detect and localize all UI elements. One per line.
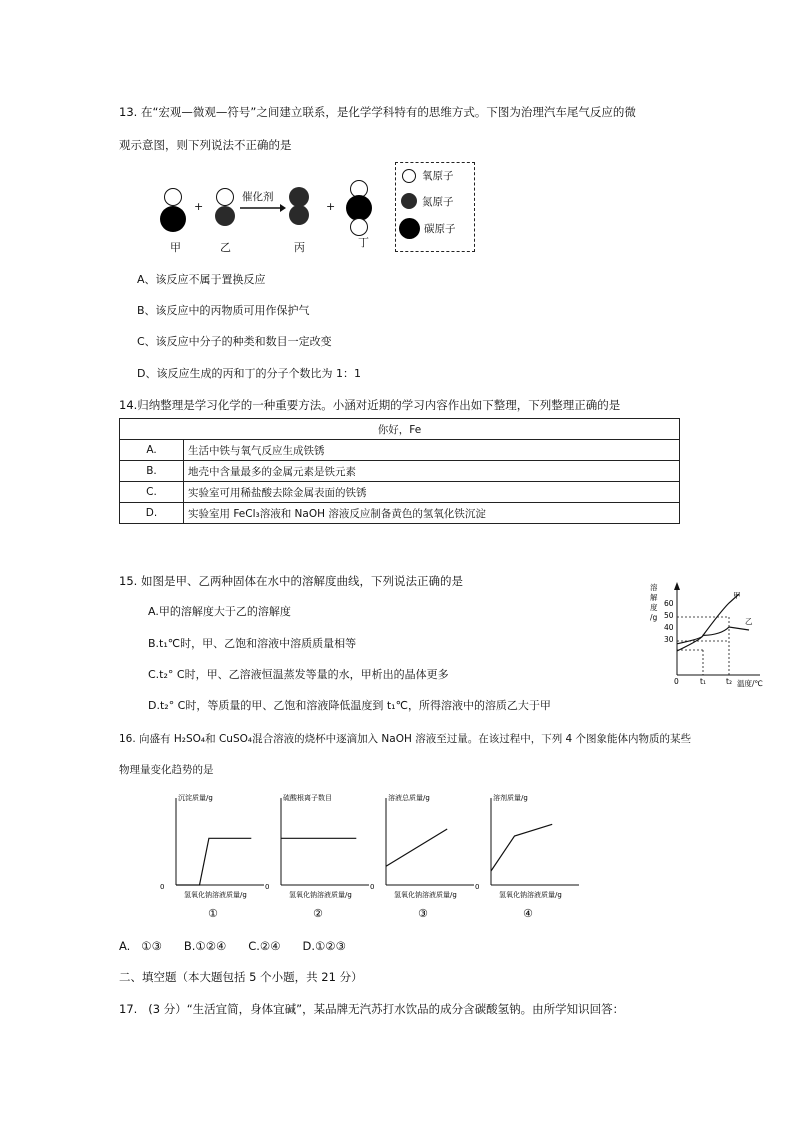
data-line	[386, 829, 447, 866]
series-yi-label: 乙	[745, 617, 753, 626]
nitrogen-legend-icon	[401, 193, 417, 209]
reaction-arrow-icon	[240, 204, 286, 212]
label-ding: 丁	[358, 236, 369, 249]
q15-option-b: B.t₁℃时，甲、乙饱和溶液中溶质质量相等	[148, 637, 357, 650]
table-row	[120, 461, 680, 482]
q16-stem-line1: 16. 向盛有 H₂SO₄和 CuSO₄混合溶液的烧杯中逐滴加入 NaOH 溶液至过量。在该过程中，下列 4 个图象能体内物质的某些	[119, 733, 692, 745]
q13-option-a: A、该反应不属于置换反应	[137, 273, 266, 286]
q15-option-d: D.t₂° C时，等质量的甲、乙饱和溶液降低温度到 t₁℃，所得溶液中的溶质乙大于甲	[148, 699, 551, 712]
y-axis-label: 硫酸根离子数目	[283, 794, 332, 802]
y-tick-label: 40	[664, 623, 674, 632]
table-row	[120, 440, 680, 461]
x-axis-label: 氢氧化钠溶液质量/g	[289, 891, 352, 899]
legend-oxygen: 氧原子	[422, 170, 454, 182]
table-header-row	[120, 419, 680, 440]
data-line	[491, 824, 552, 871]
q16-chart-3	[370, 790, 480, 920]
table-row	[120, 503, 680, 524]
oxygen-legend-icon	[402, 169, 416, 183]
oxygen-atom	[216, 188, 234, 206]
label-yi: 乙	[220, 241, 231, 254]
y-tick-label: 60	[664, 599, 674, 608]
nitrogen-atom	[289, 205, 309, 225]
x-axis-label: 温度/℃	[737, 679, 763, 688]
carbon-legend-icon	[399, 218, 420, 239]
table-row	[120, 482, 680, 503]
row-text: 地壳中含量最多的金属元素是铁元素	[184, 461, 680, 482]
series-jia-line	[677, 594, 739, 651]
q13-option-d: D、该反应生成的丙和丁的分子个数比为 1：1	[137, 367, 361, 380]
chart-number: ①	[208, 907, 218, 920]
x-tick-t2: t₂	[726, 677, 732, 686]
y-tick-label: 50	[664, 611, 674, 620]
q16-chart-2	[265, 790, 375, 920]
plus-sign: +	[194, 200, 204, 213]
q16-answer-options: A. ①③ B.①②④ C.②④ D.①②③	[119, 939, 346, 953]
q13-option-c: C、该反应中分子的种类和数目一定改变	[137, 335, 332, 348]
label-jia: 甲	[170, 241, 181, 254]
origin-label: 0	[475, 883, 480, 891]
origin-label: 0	[265, 883, 270, 891]
table-header: 你好，Fe	[120, 419, 680, 440]
catalyst-label: 催化剂	[242, 191, 274, 203]
y-axis-label: 沉淀质量/g	[178, 794, 213, 802]
q16-stem-line2: 物理量变化趋势的是	[119, 764, 214, 776]
solubility-chart	[645, 580, 775, 690]
y-tick-label: 30	[664, 635, 674, 644]
y-axis-label: 溶液总质量/g	[388, 794, 430, 802]
x-tick-t1: t₁	[700, 677, 706, 686]
q14-table	[119, 418, 680, 524]
chart-number: ④	[523, 907, 533, 920]
q15-option-c: C.t₂° C时，甲、乙溶液恒温蒸发等量的水，甲析出的晶体更多	[148, 668, 449, 681]
y-axis-label: 溶解度/g	[650, 583, 658, 622]
chart-number: ③	[418, 907, 428, 920]
plus-sign: +	[326, 200, 336, 213]
row-key: A.	[120, 440, 184, 461]
origin-label: 0	[160, 883, 165, 891]
carbon-atom	[160, 206, 186, 232]
x-axis-label: 氢氧化钠溶液质量/g	[184, 891, 247, 899]
atom-legend	[395, 162, 475, 252]
series-jia-label: 甲	[733, 591, 741, 600]
section-title: 二、填空题（本大题包括 5 个小题，共 21 分）	[119, 970, 363, 984]
x-axis-label: 氢氧化钠溶液质量/g	[499, 891, 562, 899]
q13-stem-line2: 观示意图，则下列说法不正确的是	[119, 138, 292, 152]
row-text: 实验室可用稀盐酸去除金属表面的铁锈	[184, 482, 680, 503]
y-arrow-icon	[674, 582, 680, 590]
q15-option-a: A.甲的溶解度大于乙的溶解度	[148, 605, 291, 618]
data-line	[176, 838, 251, 885]
row-text: 生活中铁与氧气反应生成铁锈	[184, 440, 680, 461]
row-key: B.	[120, 461, 184, 482]
q13-molecule-diagram	[150, 162, 480, 257]
q16-charts-row	[160, 790, 630, 920]
row-key: C.	[120, 482, 184, 503]
row-key: D.	[120, 503, 184, 524]
x-axis-label: 氢氧化钠溶液质量/g	[394, 891, 457, 899]
q16-chart-4	[475, 790, 585, 920]
legend-nitrogen: 氮原子	[422, 196, 454, 208]
q15-stem: 15. 如图是甲、乙两种固体在水中的溶解度曲线，下列说法正确的是	[119, 574, 463, 588]
oxygen-atom	[164, 188, 182, 206]
origin-label: 0	[370, 883, 375, 891]
q13-stem-line1: 13. 在“宏观—微观—符号”之间建立联系，是化学学科特有的思维方式。下图为治理汽车尾气反应的微	[119, 105, 636, 119]
legend-carbon: 碳原子	[424, 223, 456, 235]
label-bing: 丙	[294, 241, 305, 254]
nitrogen-atom	[215, 206, 235, 226]
chart-number: ②	[313, 907, 323, 920]
nitrogen-atom	[289, 187, 309, 207]
x-tick-0: 0	[674, 677, 679, 686]
q13-option-b: B、该反应中的丙物质可用作保护气	[137, 304, 310, 317]
q14-stem: 14.归纳整理是学习化学的一种重要方法。小涵对近期的学习内容作出如下整理，下列整理正确的是	[119, 398, 621, 412]
q17-stem: 17. (3 分）“生活宜简，身体宜碱”，某品牌无汽苏打水饮品的成分含碳酸氢钠。由所学知识回答：	[119, 1002, 625, 1016]
row-text: 实验室用 FeCl₃溶液和 NaOH 溶液反应制备黄色的氢氧化铁沉淀	[184, 503, 680, 524]
q16-chart-1	[160, 790, 270, 920]
y-axis-label: 溶剂质量/g	[493, 794, 528, 802]
